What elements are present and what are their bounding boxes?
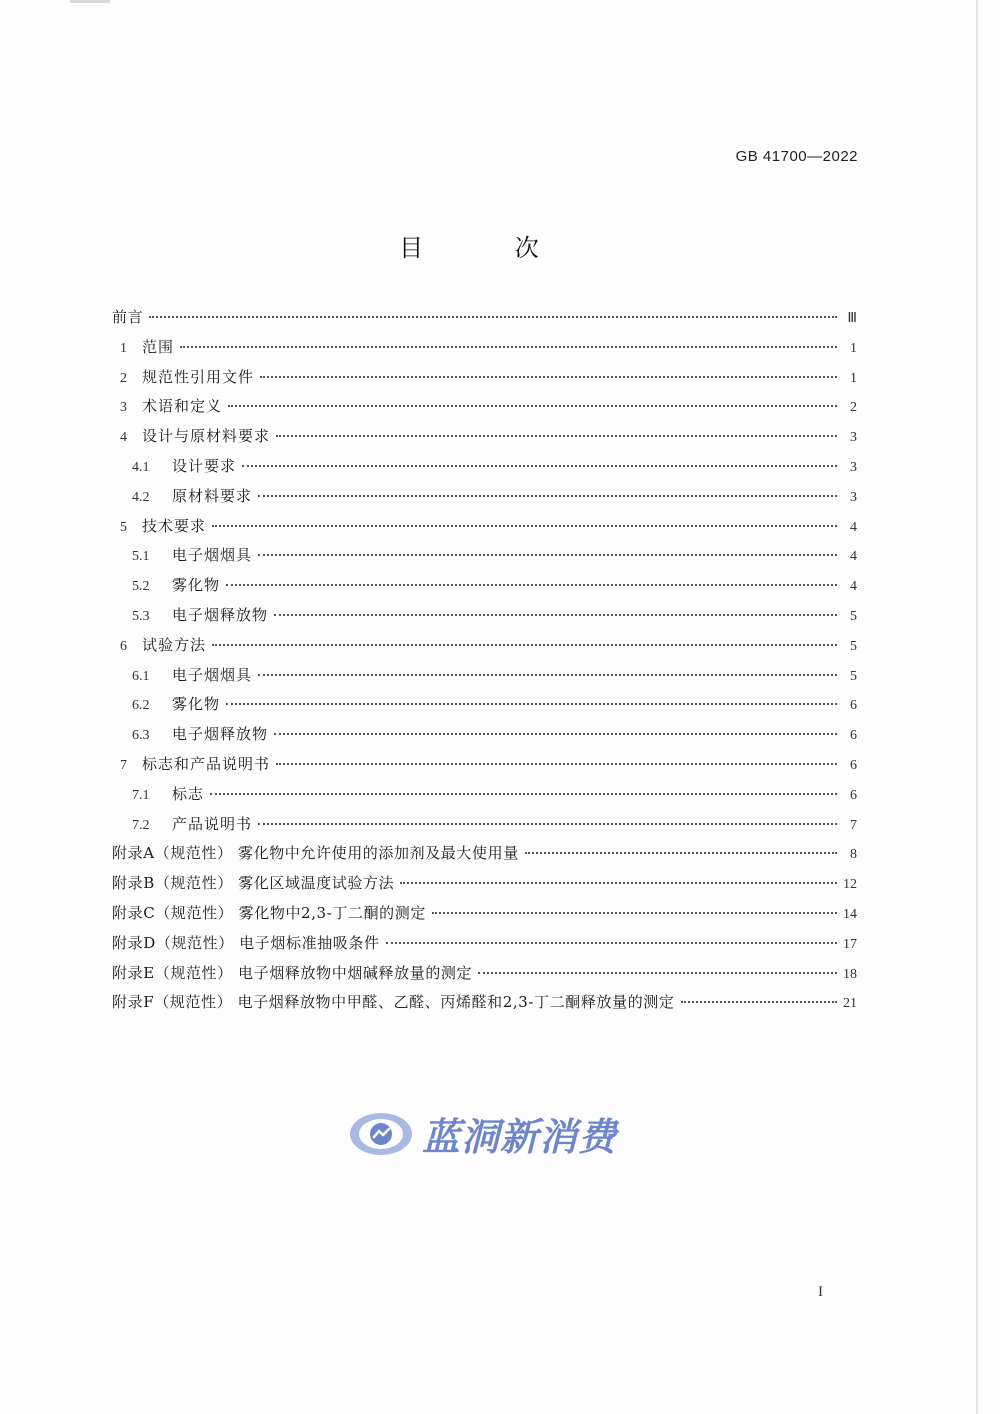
toc-entry-number: 6 bbox=[120, 638, 127, 654]
toc-entry bbox=[112, 634, 857, 664]
toc-dot-leader bbox=[260, 376, 837, 378]
toc-entry-label: 原材料要求 bbox=[172, 486, 253, 505]
toc-entry bbox=[112, 962, 857, 992]
toc-entry-number: 6.3 bbox=[132, 728, 150, 744]
toc-entry-page: 6 bbox=[850, 757, 857, 773]
toc-entry bbox=[112, 604, 857, 634]
toc-entry-label: 电子烟烟具 bbox=[172, 665, 253, 684]
toc-entry-page: 5 bbox=[850, 608, 857, 624]
toc-entry-label: 雾化物 bbox=[172, 695, 221, 714]
toc-entry-number: 7.1 bbox=[132, 787, 150, 803]
watermark bbox=[348, 1106, 617, 1161]
toc-entry-page: 5 bbox=[850, 668, 857, 684]
toc-entry-page: 8 bbox=[850, 847, 857, 863]
toc-dot-leader bbox=[681, 1001, 837, 1003]
toc-entry-page: 21 bbox=[843, 996, 857, 1012]
toc-entry-page: 17 bbox=[843, 936, 857, 952]
toc-entry bbox=[112, 515, 857, 545]
toc-entry bbox=[112, 723, 857, 753]
toc-entry-label: 电子烟释放物 bbox=[172, 605, 269, 624]
toc-entry bbox=[112, 425, 857, 455]
toc-entry bbox=[112, 902, 857, 932]
toc-dot-leader bbox=[210, 793, 837, 795]
toc-entry-label: 电子烟释放物 bbox=[172, 725, 269, 744]
toc-entry-number: 2 bbox=[120, 370, 127, 386]
toc-entry-page: 4 bbox=[850, 519, 857, 535]
scan-artifact-right bbox=[976, 0, 978, 1414]
toc-entry-page: 14 bbox=[843, 906, 857, 922]
toc-dot-leader bbox=[258, 823, 837, 825]
toc-entry-number: 4 bbox=[120, 430, 127, 446]
toc-entry-number: 5.1 bbox=[132, 549, 150, 565]
toc-dot-leader bbox=[525, 852, 837, 854]
toc-entry bbox=[112, 932, 857, 962]
toc-entry-number: 5.2 bbox=[132, 579, 150, 595]
toc-entry bbox=[112, 991, 857, 1021]
toc-dot-leader bbox=[226, 703, 837, 705]
toc-entry-page: 3 bbox=[850, 489, 857, 505]
toc-dot-leader bbox=[212, 644, 837, 646]
toc-entry-page: 6 bbox=[850, 728, 857, 744]
toc-dot-leader bbox=[258, 495, 837, 497]
toc-dot-leader bbox=[478, 972, 837, 974]
toc-dot-leader bbox=[432, 912, 837, 914]
toc-entry-number: 3 bbox=[120, 400, 127, 416]
toc-entry-label: 标志 bbox=[172, 784, 205, 803]
toc-entry bbox=[112, 664, 857, 694]
toc-entry bbox=[112, 366, 857, 396]
toc-dot-leader bbox=[276, 763, 837, 765]
toc-entry-number: 6.1 bbox=[132, 668, 150, 684]
toc-entry-page: 3 bbox=[850, 430, 857, 446]
eye-logo-icon bbox=[348, 1110, 414, 1158]
toc-entry-number: 7.2 bbox=[132, 817, 150, 833]
toc-entry-page: 5 bbox=[850, 638, 857, 654]
toc-entry-label: 标志和产品说明书 bbox=[142, 754, 271, 773]
toc-dot-leader bbox=[226, 584, 837, 586]
toc-entry-label: 产品说明书 bbox=[172, 814, 253, 833]
toc-entry-page: 1 bbox=[850, 370, 857, 386]
toc-entry-number: 5 bbox=[120, 519, 127, 535]
toc-entry-number: 6.2 bbox=[132, 698, 150, 714]
toc-entry-page: 7 bbox=[850, 817, 857, 833]
toc-dot-leader bbox=[228, 405, 837, 407]
toc-dot-leader bbox=[276, 435, 837, 437]
toc-entry bbox=[112, 306, 857, 336]
toc-entry-page: 6 bbox=[850, 698, 857, 714]
toc-entry bbox=[112, 813, 857, 843]
toc-dot-leader bbox=[180, 346, 837, 348]
toc-entry-page: 12 bbox=[843, 877, 857, 893]
toc-entry bbox=[112, 574, 857, 604]
toc-entry-label: 设计要求 bbox=[172, 456, 237, 475]
toc-entry-page: 4 bbox=[850, 579, 857, 595]
toc-entry-label: 前言 bbox=[112, 308, 144, 326]
toc-entry bbox=[112, 455, 857, 485]
toc-entry bbox=[112, 783, 857, 813]
toc-dot-leader bbox=[400, 882, 837, 884]
toc-dot-leader bbox=[386, 942, 837, 944]
toc-entry-label: 规范性引用文件 bbox=[142, 367, 255, 386]
toc-entry-label: 电子烟烟具 bbox=[172, 546, 253, 565]
toc-entry-page: 18 bbox=[843, 966, 857, 982]
toc-entry bbox=[112, 485, 857, 515]
toc-dot-leader bbox=[274, 733, 837, 735]
toc-entry-page: Ⅲ bbox=[847, 311, 857, 326]
toc-entry-number: 4.2 bbox=[132, 489, 150, 505]
page-number: I bbox=[818, 1284, 823, 1300]
toc-entry-label: 附录D（规范性） 电子烟标准抽吸条件 bbox=[112, 933, 380, 952]
toc-entry-label: 范围 bbox=[142, 337, 175, 356]
toc-entry-number: 5.3 bbox=[132, 608, 150, 624]
toc-entry-number: 7 bbox=[120, 757, 127, 773]
toc-dot-leader bbox=[212, 525, 837, 527]
toc-entry bbox=[112, 395, 857, 425]
toc-entry-label: 术语和定义 bbox=[142, 397, 223, 416]
toc-entry-page: 1 bbox=[850, 340, 857, 356]
toc-entry bbox=[112, 872, 857, 902]
toc-entry-label: 附录C（规范性） 雾化物中2,3-丁二酮的测定 bbox=[112, 903, 426, 922]
toc-entry-label: 设计与原材料要求 bbox=[142, 427, 271, 446]
toc-entry-page: 2 bbox=[850, 400, 857, 416]
toc-dot-leader bbox=[258, 554, 837, 556]
toc-entry-page: 4 bbox=[850, 549, 857, 565]
watermark-text: 蓝洞新消费 bbox=[422, 1115, 618, 1159]
toc-dot-leader bbox=[258, 674, 837, 676]
toc-entry-label: 附录E（规范性） 电子烟释放物中烟碱释放量的测定 bbox=[112, 963, 473, 982]
toc-entry-number: 4.1 bbox=[132, 459, 150, 475]
toc-entry-page: 6 bbox=[850, 787, 857, 803]
toc-entry bbox=[112, 336, 857, 366]
toc-dot-leader bbox=[242, 465, 837, 467]
toc-entry-page: 3 bbox=[850, 459, 857, 475]
toc-entry-label: 附录A（规范性） 雾化物中允许使用的添加剂及最大使用量 bbox=[112, 844, 519, 863]
toc-list bbox=[112, 306, 857, 1021]
toc-dot-leader bbox=[274, 614, 837, 616]
toc-entry-number: 1 bbox=[120, 340, 127, 356]
toc-entry-label: 附录F（规范性） 电子烟释放物中甲醛、乙醛、丙烯醛和2,3-丁二酮释放量的测定 bbox=[112, 993, 675, 1012]
standard-code: GB 41700—2022 bbox=[735, 148, 858, 165]
toc-entry-label: 试验方法 bbox=[142, 635, 207, 654]
toc-entry-label: 附录B（规范性） 雾化区域温度试验方法 bbox=[112, 874, 395, 893]
toc-entry bbox=[112, 753, 857, 783]
scan-artifact-top bbox=[70, 0, 110, 3]
toc-dot-leader bbox=[149, 316, 837, 318]
toc-entry bbox=[112, 693, 857, 723]
toc-title: 目 次 bbox=[399, 234, 581, 262]
toc-entry-label: 雾化物 bbox=[172, 576, 221, 595]
toc-entry-label: 技术要求 bbox=[142, 516, 207, 535]
toc-entry bbox=[112, 544, 857, 574]
toc-entry bbox=[112, 842, 857, 872]
